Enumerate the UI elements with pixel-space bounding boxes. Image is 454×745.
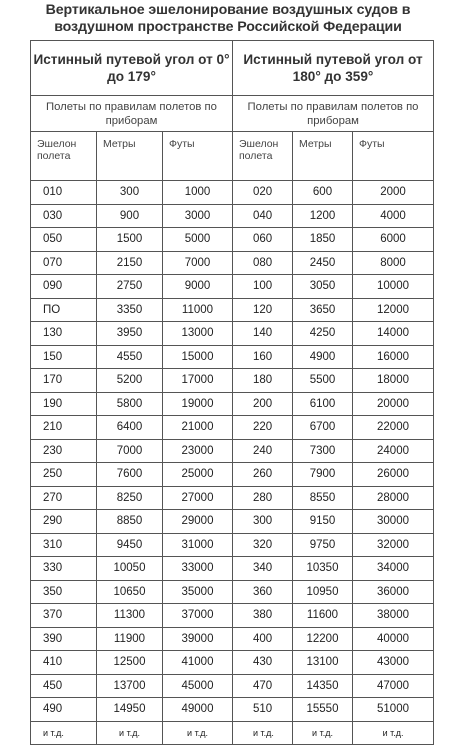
left-meters-cell: 3350 (97, 298, 163, 322)
right-flight-level-cell: 320 (233, 533, 293, 557)
left-feet-cell: 1000 (163, 181, 233, 205)
right-section-header: Истинный путевой угол от 180° до 359° (233, 41, 434, 96)
left-feet-cell: 11000 (163, 298, 233, 322)
right-feet-cell: 47000 (353, 674, 434, 698)
left-feet-cell: 49000 (163, 698, 233, 722)
left-col-flight-level: Эшелон полета (31, 132, 97, 181)
table-row (31, 181, 434, 205)
right-meters-cell: 2450 (293, 251, 353, 275)
right-meters-cell: 15550 (293, 698, 353, 722)
left-flight-level-cell: 270 (31, 486, 97, 510)
right-meters-cell: 8550 (293, 486, 353, 510)
right-feet-cell: 12000 (353, 298, 434, 322)
right-col-flight-level: Эшелон полета (233, 132, 293, 181)
table-row (31, 557, 434, 581)
right-col-feet: Футы (353, 132, 434, 181)
right-flight-level-cell: 430 (233, 651, 293, 675)
table-row (31, 439, 434, 463)
left-flight-level-cell: 310 (31, 533, 97, 557)
left-feet-cell: 13000 (163, 322, 233, 346)
right-col-meters: Метры (293, 132, 353, 181)
table-row (31, 392, 434, 416)
flight-levels-table (30, 40, 434, 745)
left-meters-cell: 2750 (97, 275, 163, 299)
right-flight-level-cell: 300 (233, 510, 293, 534)
left-feet-cell: и т.д. (163, 721, 233, 745)
right-meters-cell: 6100 (293, 392, 353, 416)
left-feet-cell: 25000 (163, 463, 233, 487)
left-meters-cell: 12500 (97, 651, 163, 675)
right-flight-level-cell: 380 (233, 604, 293, 628)
left-meters-cell: 9450 (97, 533, 163, 557)
right-meters-cell: 11600 (293, 604, 353, 628)
table-row (31, 204, 434, 228)
left-meters-cell: и т.д. (97, 721, 163, 745)
left-feet-cell: 19000 (163, 392, 233, 416)
left-feet-cell: 3000 (163, 204, 233, 228)
table-row (31, 416, 434, 440)
right-flight-level-cell: 280 (233, 486, 293, 510)
right-rules-label: Полеты по правилам полетов по приборам (233, 96, 434, 132)
left-flight-level-cell: 210 (31, 416, 97, 440)
left-meters-cell: 7600 (97, 463, 163, 487)
right-feet-cell: 28000 (353, 486, 434, 510)
right-meters-cell: 9150 (293, 510, 353, 534)
left-flight-level-cell: и т.д. (31, 721, 97, 745)
right-flight-level-cell: 020 (233, 181, 293, 205)
right-flight-level-cell: 080 (233, 251, 293, 275)
left-flight-level-cell: 370 (31, 604, 97, 628)
left-feet-cell: 15000 (163, 345, 233, 369)
left-flight-level-cell: 190 (31, 392, 97, 416)
left-feet-cell: 35000 (163, 580, 233, 604)
right-feet-cell: 34000 (353, 557, 434, 581)
right-feet-cell: 14000 (353, 322, 434, 346)
right-flight-level-cell: 470 (233, 674, 293, 698)
table-row (31, 298, 434, 322)
left-meters-cell: 7000 (97, 439, 163, 463)
right-flight-level-cell: 120 (233, 298, 293, 322)
right-feet-cell: 40000 (353, 627, 434, 651)
left-feet-cell: 17000 (163, 369, 233, 393)
left-flight-level-cell: 050 (31, 228, 97, 252)
right-meters-cell: 10350 (293, 557, 353, 581)
left-col-feet: Футы (163, 132, 233, 181)
left-flight-level-cell: 010 (31, 181, 97, 205)
left-meters-cell: 14950 (97, 698, 163, 722)
table-row (31, 345, 434, 369)
left-flight-level-cell: 250 (31, 463, 97, 487)
right-feet-cell: 51000 (353, 698, 434, 722)
table-row (31, 604, 434, 628)
left-meters-cell: 10650 (97, 580, 163, 604)
right-feet-cell: 26000 (353, 463, 434, 487)
right-meters-cell: 1200 (293, 204, 353, 228)
table-row (31, 510, 434, 534)
right-meters-cell: 12200 (293, 627, 353, 651)
right-flight-level-cell: 100 (233, 275, 293, 299)
right-feet-cell: 18000 (353, 369, 434, 393)
table-row (31, 651, 434, 675)
right-meters-cell: 6700 (293, 416, 353, 440)
left-meters-cell: 8250 (97, 486, 163, 510)
left-feet-cell: 37000 (163, 604, 233, 628)
left-meters-cell: 6400 (97, 416, 163, 440)
right-flight-level-cell: 040 (233, 204, 293, 228)
left-feet-cell: 5000 (163, 228, 233, 252)
right-flight-level-cell: 160 (233, 345, 293, 369)
right-feet-cell: 24000 (353, 439, 434, 463)
table-row (31, 228, 434, 252)
left-meters-cell: 2150 (97, 251, 163, 275)
right-meters-cell: 9750 (293, 533, 353, 557)
left-meters-cell: 4550 (97, 345, 163, 369)
right-feet-cell: 2000 (353, 181, 434, 205)
left-rules-label: Полеты по правилам полетов по приборам (31, 96, 233, 132)
table-row (31, 580, 434, 604)
right-meters-cell: 3650 (293, 298, 353, 322)
left-meters-cell: 10050 (97, 557, 163, 581)
right-feet-cell: 6000 (353, 228, 434, 252)
right-meters-cell: 3050 (293, 275, 353, 299)
left-meters-cell: 5200 (97, 369, 163, 393)
right-feet-cell: 4000 (353, 204, 434, 228)
right-flight-level-cell: 220 (233, 416, 293, 440)
left-flight-level-cell: 070 (31, 251, 97, 275)
table-row (31, 463, 434, 487)
left-feet-cell: 27000 (163, 486, 233, 510)
left-flight-level-cell: 330 (31, 557, 97, 581)
left-flight-level-cell: 230 (31, 439, 97, 463)
left-meters-cell: 13700 (97, 674, 163, 698)
left-flight-level-cell: 130 (31, 322, 97, 346)
table-row (31, 698, 434, 722)
right-flight-level-cell: 340 (233, 557, 293, 581)
table-row (31, 721, 434, 745)
right-feet-cell: 8000 (353, 251, 434, 275)
right-feet-cell: 36000 (353, 580, 434, 604)
left-feet-cell: 7000 (163, 251, 233, 275)
left-feet-cell: 31000 (163, 533, 233, 557)
left-flight-level-cell: 410 (31, 651, 97, 675)
right-flight-level-cell: 510 (233, 698, 293, 722)
table-body (31, 181, 434, 745)
left-feet-cell: 41000 (163, 651, 233, 675)
left-meters-cell: 8850 (97, 510, 163, 534)
right-feet-cell: 38000 (353, 604, 434, 628)
table-row (31, 369, 434, 393)
left-meters-cell: 11900 (97, 627, 163, 651)
right-flight-level-cell: 180 (233, 369, 293, 393)
table-row (31, 275, 434, 299)
right-meters-cell: 600 (293, 181, 353, 205)
right-meters-cell: 14350 (293, 674, 353, 698)
right-meters-cell: 1850 (293, 228, 353, 252)
table-row (31, 486, 434, 510)
right-flight-level-cell: 360 (233, 580, 293, 604)
right-feet-cell: 20000 (353, 392, 434, 416)
right-meters-cell: 7300 (293, 439, 353, 463)
left-feet-cell: 29000 (163, 510, 233, 534)
right-meters-cell: 7900 (293, 463, 353, 487)
table-row (31, 251, 434, 275)
left-meters-cell: 3950 (97, 322, 163, 346)
left-feet-cell: 39000 (163, 627, 233, 651)
right-feet-cell: и т.д. (353, 721, 434, 745)
left-meters-cell: 900 (97, 204, 163, 228)
left-flight-level-cell: 150 (31, 345, 97, 369)
right-flight-level-cell: и т.д. (233, 721, 293, 745)
table-row (31, 533, 434, 557)
right-flight-level-cell: 140 (233, 322, 293, 346)
left-feet-cell: 21000 (163, 416, 233, 440)
right-flight-level-cell: 200 (233, 392, 293, 416)
right-meters-cell: 4900 (293, 345, 353, 369)
left-flight-level-cell: 290 (31, 510, 97, 534)
left-flight-level-cell: 490 (31, 698, 97, 722)
right-flight-level-cell: 240 (233, 439, 293, 463)
right-meters-cell: 5500 (293, 369, 353, 393)
left-meters-cell: 300 (97, 181, 163, 205)
left-section-header: Истинный путевой угол от 0° до 179° (31, 41, 233, 96)
left-flight-level-cell: 350 (31, 580, 97, 604)
right-feet-cell: 22000 (353, 416, 434, 440)
table-row (31, 627, 434, 651)
right-meters-cell: и т.д. (293, 721, 353, 745)
left-feet-cell: 45000 (163, 674, 233, 698)
left-meters-cell: 1500 (97, 228, 163, 252)
right-feet-cell: 16000 (353, 345, 434, 369)
table-row (31, 322, 434, 346)
right-feet-cell: 10000 (353, 275, 434, 299)
left-flight-level-cell: 030 (31, 204, 97, 228)
right-flight-level-cell: 400 (233, 627, 293, 651)
table-row (31, 674, 434, 698)
left-feet-cell: 33000 (163, 557, 233, 581)
right-flight-level-cell: 260 (233, 463, 293, 487)
left-feet-cell: 23000 (163, 439, 233, 463)
right-feet-cell: 32000 (353, 533, 434, 557)
left-flight-level-cell: 170 (31, 369, 97, 393)
left-flight-level-cell: 450 (31, 674, 97, 698)
left-flight-level-cell: 390 (31, 627, 97, 651)
left-flight-level-cell: 090 (31, 275, 97, 299)
right-meters-cell: 4250 (293, 322, 353, 346)
right-meters-cell: 10950 (293, 580, 353, 604)
left-meters-cell: 11300 (97, 604, 163, 628)
left-col-meters: Метры (97, 132, 163, 181)
left-flight-level-cell: ПО (31, 298, 97, 322)
right-meters-cell: 13100 (293, 651, 353, 675)
left-meters-cell: 5800 (97, 392, 163, 416)
right-flight-level-cell: 060 (233, 228, 293, 252)
page-title: Вертикальное эшелонирование воздушных судов в воздушном пространстве Российской Федерации (45, 2, 411, 35)
right-feet-cell: 43000 (353, 651, 434, 675)
left-feet-cell: 9000 (163, 275, 233, 299)
right-feet-cell: 30000 (353, 510, 434, 534)
